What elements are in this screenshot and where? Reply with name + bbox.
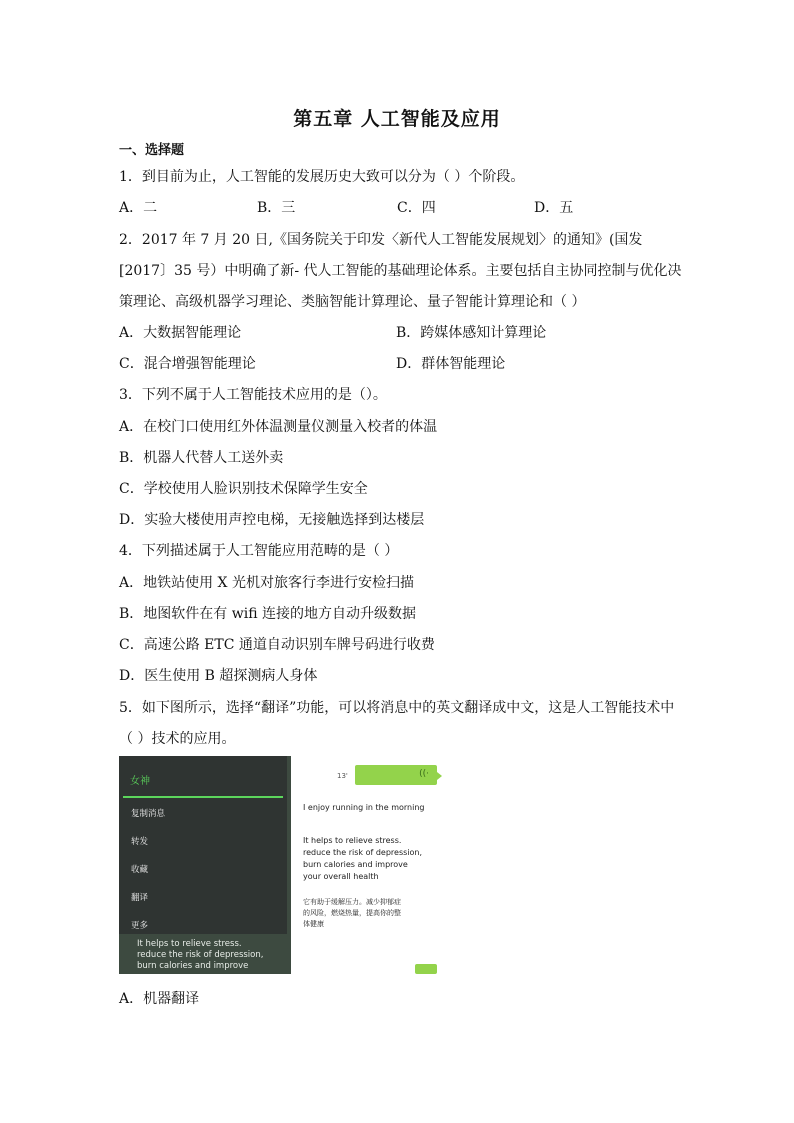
section-heading: 一、选择题 [119, 143, 185, 158]
menu-item-copy[interactable]: 复制消息 [131, 809, 166, 819]
context-menu-divider [123, 796, 283, 798]
background-message-line: It helps to relieve stress. [137, 939, 242, 949]
background-message-line: reduce the risk of depression, [137, 950, 264, 960]
q5-option-a: A．机器翻译 [119, 991, 200, 1007]
translated-chat-screenshot [295, 756, 449, 974]
q2-option-b: B．跨媒体感知计算理论 [396, 325, 547, 341]
sent-message-bubble[interactable] [415, 964, 437, 974]
q2-option-d: D．群体智能理论 [396, 356, 506, 372]
context-menu [119, 756, 287, 934]
voice-duration: 13' [337, 772, 348, 780]
recognized-text: I enjoy running in the morning [303, 803, 425, 812]
menu-item-forward[interactable]: 转发 [131, 837, 149, 847]
q1-option-a: A．二 [119, 200, 158, 216]
question-2-line-1: 2．2017 年 7 月 20 日,《国务院关于印发〈新代人工智能发展规划〉的通知》(国发 [119, 232, 643, 248]
question-1-options [119, 197, 719, 217]
english-message-line: your overall health [303, 872, 379, 881]
question-2-options-row-2 [119, 353, 719, 373]
menu-item-translate[interactable]: 翻译 [131, 893, 149, 903]
q4-option-c: C．高速公路 ETC 通道自动识别车牌号码进行收费 [119, 637, 435, 653]
q3-option-c: C．学校使用人脸识别技术保障学生安全 [119, 481, 368, 497]
background-message-line: burn calories and improve [137, 961, 249, 971]
menu-item-more[interactable]: 更多 [131, 921, 149, 931]
q2-option-c: C．混合增强智能理论 [119, 356, 256, 372]
question-5-line-2: （ ）技术的应用。 [119, 731, 236, 747]
chapter-title: 第五章 人工智能及应用 [293, 108, 501, 130]
context-menu-title: 女神 [130, 776, 150, 787]
q4-option-d: D．医生使用 B 超探测病人身体 [119, 668, 318, 684]
q3-option-a: A．在校门口使用红外体温测量仪测量入校者的体温 [119, 419, 438, 435]
q3-option-d: D．实验大楼使用声控电梯，无接触选择到达楼层 [119, 512, 425, 528]
chinese-translation-line: 它有助于缓解压力。减少抑郁症 [303, 898, 401, 906]
q3-option-b: B．机器人代替人工送外卖 [119, 450, 284, 466]
question-1: 1．到目前为止，人工智能的发展历史大致可以分为（ ）个阶段。 [119, 169, 525, 185]
question-3: 3．下列不属于人工智能技术应用的是（）。 [119, 387, 387, 403]
q1-option-c: C．四 [397, 200, 436, 216]
menu-item-favorite[interactable]: 收藏 [131, 865, 149, 875]
sound-wave-icon: ((· [419, 769, 429, 779]
q1-option-b: B．三 [257, 200, 296, 216]
chinese-translation-line: 的风险，燃烧热量，提高你的整 [303, 909, 401, 917]
question-5-line-1: 5．如下图所示，选择“翻译”功能，可以将消息中的英文翻译成中文，这是人工智能技术中 [119, 700, 675, 716]
background-message [137, 939, 263, 972]
chat-context-menu-screenshot [119, 756, 291, 974]
question-2-line-2: [2017〕35 号）中明确了新- 代人工智能的基础理论体系。主要包括自主协同控制与优化决 [119, 263, 682, 279]
q2-option-a: A．大数据智能理论 [119, 325, 242, 341]
question-2-options-row-1 [119, 322, 719, 342]
q4-option-a: A．地铁站使用 X 光机对旅客行李进行安检扫描 [119, 575, 414, 591]
question-2-line-3: 策理论、高级机器学习理论、类脑智能计算理论、量子智能计算理论和（ ） [119, 294, 586, 310]
english-message-line: burn calories and improve [303, 860, 408, 869]
english-message-line: reduce the risk of depression, [303, 848, 423, 857]
chinese-translation-line: 体健康 [303, 920, 324, 928]
question-4: 4．下列描述属于人工智能应用范畴的是（ ） [119, 543, 399, 559]
voice-message-bubble[interactable] [355, 765, 437, 785]
translation-screenshot-figure [119, 756, 449, 974]
q1-option-d: D．五 [534, 200, 574, 216]
q4-option-b: B．地图软件在有 wifi 连接的地方自动升级数据 [119, 606, 416, 622]
english-message-line: It helps to relieve stress. [303, 836, 402, 845]
